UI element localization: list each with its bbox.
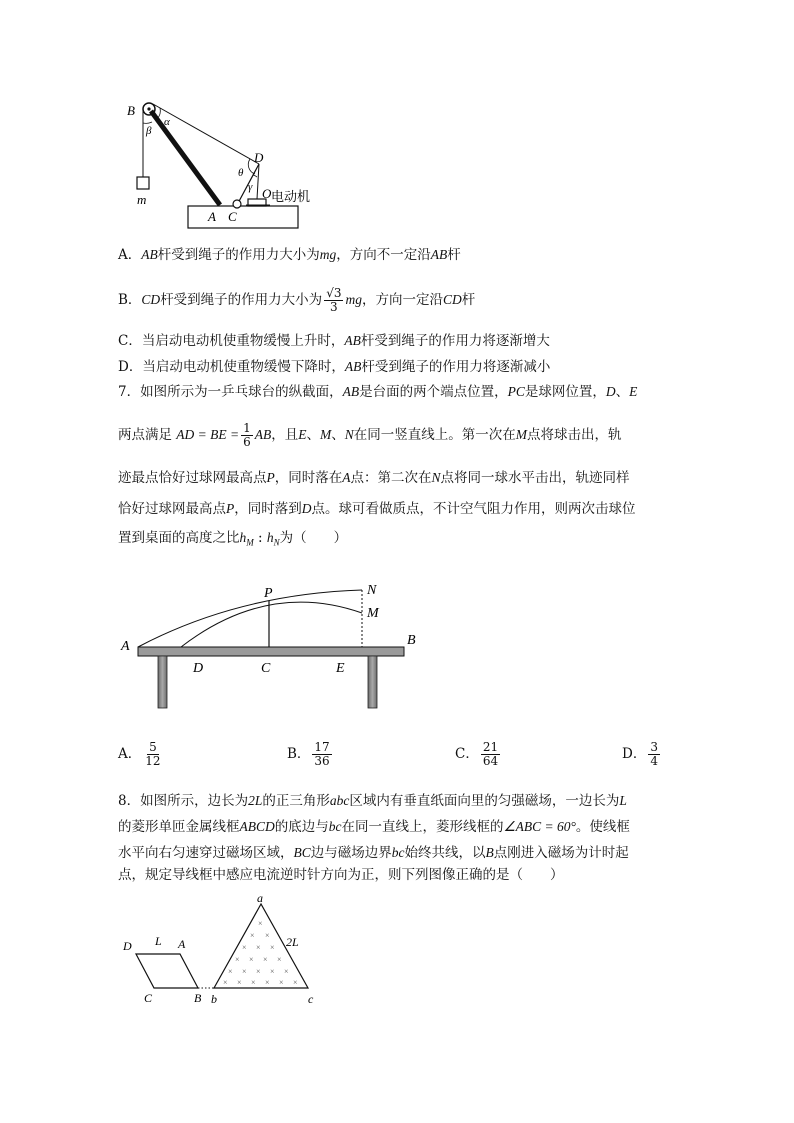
hinge-C bbox=[233, 200, 241, 208]
table-leg-right bbox=[368, 656, 377, 708]
rod-AB bbox=[151, 111, 220, 205]
label-C: C bbox=[144, 991, 153, 1005]
svg-text:×: × bbox=[279, 978, 284, 987]
label-C: C bbox=[261, 661, 271, 676]
fraction-sqrt3-over-3: $\frac{√3}{3}$ bbox=[326, 286, 342, 314]
label-L: L bbox=[155, 934, 162, 948]
rhombus-ABCD bbox=[136, 954, 198, 988]
label-B: B bbox=[194, 991, 202, 1005]
label-E: E bbox=[336, 661, 345, 676]
svg-text:×: × bbox=[249, 955, 254, 964]
label-B: B bbox=[127, 103, 135, 118]
svg-text:×: × bbox=[242, 967, 247, 976]
svg-text:×: × bbox=[270, 967, 275, 976]
svg-text:×: × bbox=[228, 967, 233, 976]
figure-rhombus-field bbox=[118, 892, 338, 1012]
q6-option-B[interactable]: B．CD杆受到绳子的作用力大小为 $\frac{√3}{3}$ mg，方向一定沿CD杆 bbox=[118, 286, 476, 314]
label-D: D bbox=[254, 150, 264, 165]
svg-text:×: × bbox=[270, 943, 275, 952]
svg-text:×: × bbox=[256, 943, 261, 952]
label-C: C bbox=[228, 209, 237, 224]
label-N: N bbox=[367, 583, 377, 598]
table-top bbox=[138, 647, 404, 656]
q8-stem-line1: 8．如图所示，边长为2L的正三角形abc区域内有垂直纸面向里的匀强磁场，一边长为L bbox=[118, 793, 627, 809]
figure-crane bbox=[120, 95, 340, 235]
svg-text:×: × bbox=[284, 967, 289, 976]
label-m: m bbox=[137, 192, 147, 207]
svg-text:×: × bbox=[250, 931, 255, 940]
label-P: P bbox=[264, 586, 273, 601]
label-b: b bbox=[211, 992, 217, 1006]
q7-option-D[interactable]: D． $\frac{3}{4}$ bbox=[622, 740, 658, 768]
q7-stem-line5: 置到桌面的高度之比$h_M$ : $h_N$为（ ） bbox=[118, 530, 348, 548]
svg-text:×: × bbox=[293, 978, 298, 987]
svg-text:×: × bbox=[251, 978, 256, 987]
q7-stem-line2: 两点满足 AD = BE = $\frac{1}{6}$ AB，且E、M、N在同一竖直线上。第一次在M点将球击出，轨 bbox=[118, 421, 622, 449]
label-alpha: α bbox=[164, 116, 170, 128]
svg-text:×: × bbox=[265, 978, 270, 987]
label-A: A bbox=[178, 937, 186, 951]
q8-stem-line2: 的菱形单匝金属线框ABCD的底边与bc在同一直线上，菱形线框的∠ABC = 60°。使线框 bbox=[118, 819, 630, 835]
svg-text:×: × bbox=[237, 978, 242, 987]
q7-option-B[interactable]: B． $\frac{17}{36}$ bbox=[287, 740, 330, 768]
svg-text:×: × bbox=[263, 955, 268, 964]
table-leg-left bbox=[158, 656, 167, 708]
svg-text:×: × bbox=[256, 967, 261, 976]
q8-stem-line4: 点，规定导线框中感应电流逆时针方向为正，则下列图像正确的是（ ） bbox=[118, 867, 564, 883]
mass-m bbox=[137, 177, 149, 189]
q6-option-C[interactable]: C．当启动电动机使重物缓慢上升时，AB杆受到绳子的作用力将逐渐增大 bbox=[118, 333, 550, 349]
figure-table bbox=[118, 570, 418, 720]
label-a: a bbox=[257, 892, 263, 905]
q7-stem-line1: 7．如图所示为一乒乓球台的纵截面，AB是台面的两个端点位置，PC是球网位置，D、E bbox=[118, 384, 638, 400]
q7-option-C[interactable]: C． $\frac{21}{64}$ bbox=[455, 740, 499, 768]
svg-text:×: × bbox=[223, 978, 228, 987]
label-theta: θ bbox=[238, 167, 244, 179]
svg-text:×: × bbox=[235, 955, 240, 964]
label-D: D bbox=[193, 661, 204, 676]
q7-option-A[interactable]: A． $\frac{5}{12}$ bbox=[118, 740, 161, 768]
q6-option-A[interactable]: A．AB杆受到绳子的作用力大小为mg，方向不一定沿AB杆 bbox=[118, 247, 461, 263]
label-O: O bbox=[262, 186, 272, 201]
label-c: c bbox=[308, 992, 314, 1006]
q6-option-D[interactable]: D．当启动电动机使重物缓慢下降时，AB杆受到绳子的作用力将逐渐减小 bbox=[118, 359, 551, 375]
label-beta: β bbox=[146, 125, 152, 137]
svg-text:×: × bbox=[265, 931, 270, 940]
label-M: M bbox=[367, 606, 379, 621]
q8-stem-line3: 水平向右匀速穿过磁场区域，BC边与磁场边界bc始终共线，以B点刚进入磁场为计时起 bbox=[118, 845, 629, 861]
label-A: A bbox=[208, 209, 216, 224]
trajectory-N-to-A bbox=[138, 590, 362, 647]
trajectory-M-to-D bbox=[181, 602, 362, 647]
label-gamma: γ bbox=[248, 181, 253, 193]
svg-text:×: × bbox=[242, 943, 247, 952]
q7-stem-line4: 恰好过球网最高点P，同时落到D点。球可看做质点，不计空气阻力作用，则两次击球位 bbox=[118, 501, 636, 517]
svg-text:×: × bbox=[277, 955, 282, 964]
base-block bbox=[188, 206, 298, 228]
label-D: D bbox=[123, 939, 132, 953]
rope-DO bbox=[257, 164, 259, 199]
svg-text:×: × bbox=[258, 919, 263, 928]
q7-stem-line3: 迹最点恰好过球网最高点P，同时落在A点：第二次在N点将同一球水平击出，轨迹同样 bbox=[118, 470, 630, 486]
label-B: B bbox=[407, 633, 416, 648]
fraction-one-sixth: $\frac{1}{6}$ bbox=[243, 421, 251, 449]
label-A: A bbox=[121, 639, 130, 654]
label-2L: 2L bbox=[286, 935, 299, 949]
label-motor: 电动机 bbox=[271, 189, 311, 204]
